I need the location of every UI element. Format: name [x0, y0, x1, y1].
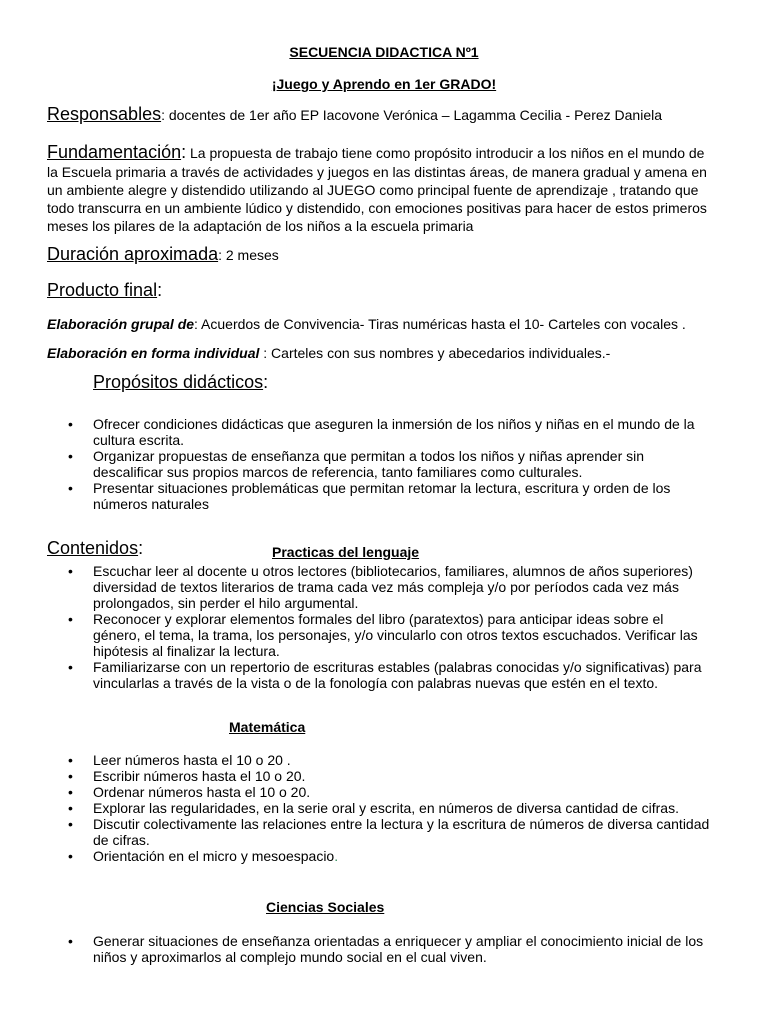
- list-item-text: [93, 848, 727, 864]
- fundamentacion-label: Fundamentación: [47, 142, 182, 162]
- list-item-text: números naturales: [93, 496, 209, 512]
- list-item-text: descalificar sus propios marcos de referencia, tanto familiares como culturales.: [93, 464, 583, 480]
- contenidos-label: Contenidos: [47, 538, 139, 558]
- duracion-text: : 2 meses: [218, 247, 279, 263]
- list-item: [47, 816, 727, 848]
- list-item-text: Discutir colectivamente las relaciones entre la lectura y la escritura de números de diversa cantidad: [93, 816, 710, 832]
- producto-colon: :: [157, 280, 163, 300]
- list-item-text: de cifras.: [93, 832, 150, 848]
- producto-individual-text: : Carteles con sus nombres y abecedarios individuales.-: [259, 345, 611, 361]
- producto-label: Producto final: [47, 280, 158, 300]
- producto-grupal-label: Elaboración grupal de: [47, 316, 195, 332]
- responsables-label: Responsables: [47, 104, 162, 124]
- fundamentacion-line: un ambiente alegre y distendido utilizando al JUEGO como principal fuente de aprendizaje , tratando que: [47, 182, 699, 198]
- producto-grupal-line: [47, 316, 727, 332]
- list-item-text-main: Orientación en el micro y mesoespacio: [93, 848, 335, 864]
- bullet-icon: •: [68, 659, 73, 675]
- sociales-list: [47, 933, 727, 965]
- bullet-icon: •: [68, 816, 73, 832]
- list-item: [47, 563, 727, 611]
- ciencias-sociales-heading: Ciencias Sociales: [266, 899, 385, 915]
- list-item-text: Escuchar leer al docente u otros lectores (bibliotecarios, familiares, alumnos de años superiores): [93, 563, 693, 579]
- list-item-text: Familiarizarse con un repertorio de escrituras estables (palabras conocidas y/o significativas) para: [93, 659, 702, 675]
- practicas-lenguaje-heading: Practicas del lenguaje: [272, 544, 420, 560]
- contenidos-colon: :: [138, 538, 144, 558]
- list-item-text: cultura escrita.: [93, 432, 185, 448]
- bullet-icon: •: [68, 800, 73, 816]
- list-item-text: género, el tema, la trama, los personajes, y/o vincularlo con otros textos escuchados. Verificar las: [93, 627, 698, 643]
- list-item-text: Presentar situaciones problemáticas que permitan retomar la lectura, escritura y orden de los: [93, 480, 671, 496]
- list-item: [47, 800, 727, 816]
- list-item: [47, 611, 727, 659]
- fundamentacion-line: meses los pilares de la adaptación de los niños a la escuela primaria: [47, 218, 474, 234]
- duracion-label: Duración aproximada: [47, 244, 219, 264]
- list-item-text: hipótesis al finalizar la lectura.: [93, 643, 280, 659]
- list-item-text: Ordenar números hasta el 10 o 20.: [93, 784, 311, 800]
- list-item-text: Reconocer y explorar elementos formales del libro (paratextos) para anticipar ideas sobre el: [93, 611, 664, 627]
- list-item: [47, 448, 727, 480]
- producto-individual-line: [47, 345, 727, 361]
- list-item-text: Escribir números hasta el 10 o 20.: [93, 768, 306, 784]
- list-item-text-dot: .: [334, 848, 339, 864]
- fundamentacion-line: todo transcurra en un ambiente lúdico y distendido, con emociones positivas para hacer de estos primeros: [47, 200, 707, 216]
- list-item-text: Generar situaciones de enseñanza orientadas a enriquecer y ampliar el conocimiento inicial de los: [93, 933, 704, 949]
- propositos-list: [47, 416, 727, 512]
- matematica-list: [47, 752, 727, 864]
- list-item: [47, 416, 727, 448]
- bullet-icon: •: [68, 416, 73, 432]
- lenguaje-tail-text: vincularlas a través de la vista o de la fonología con palabras nuevas que estén en el texto.: [93, 675, 659, 691]
- propositos-colon: :: [263, 372, 269, 392]
- list-item: [47, 659, 727, 675]
- list-item-text: prolongados, sin perder el hilo argumental.: [93, 595, 359, 611]
- list-item-text: Ofrecer condiciones didácticas que aseguren la inmersión de los niños y niñas en el mundo de la: [93, 416, 695, 432]
- bullet-icon: •: [68, 448, 73, 464]
- fundamentacion-colon: :: [181, 142, 187, 162]
- document-title: SECUENCIA DIDACTICA Nº1: [289, 44, 479, 60]
- propositos-label: Propósitos didácticos: [93, 372, 264, 392]
- producto-grupal-text: : Acuerdos de Convivencia- Tiras numéricas hasta el 10- Carteles con vocales .: [194, 316, 686, 332]
- list-item-text: Organizar propuestas de enseñanza que permitan a todos los niños y niñas aprender sin: [93, 448, 645, 464]
- bullet-icon: •: [68, 563, 73, 579]
- bullet-icon: •: [68, 480, 73, 496]
- bullet-icon: •: [68, 784, 73, 800]
- list-item-text: niños y aproximarlos al complejo mundo social en el cual viven.: [93, 949, 487, 965]
- list-item: [47, 848, 727, 864]
- responsables-line: [47, 106, 727, 123]
- document-subtitle: ¡Juego y Aprendo en 1er GRADO!: [271, 76, 497, 92]
- list-item: [47, 784, 727, 800]
- list-item: [47, 933, 727, 965]
- fundamentacion-first-line: La propuesta de trabajo tiene como propósito introducir a los niños en el mundo de: [190, 145, 705, 161]
- bullet-icon: •: [68, 611, 73, 627]
- producto-individual-label: Elaboración en forma individual: [47, 345, 260, 361]
- fundamentacion-block: [47, 142, 727, 235]
- bullet-icon: •: [68, 933, 73, 949]
- list-item: [47, 752, 727, 768]
- list-item-text: Leer números hasta el 10 o 20 .: [93, 752, 291, 768]
- producto-heading: [47, 282, 727, 299]
- list-item: [47, 768, 727, 784]
- fundamentacion-line: la Escuela primaria a través de actividades y juegos en las distintas áreas, de manera gradual y amena en: [47, 164, 707, 180]
- bullet-icon: •: [68, 848, 73, 864]
- bullet-icon: •: [68, 768, 73, 784]
- bullet-icon: •: [68, 752, 73, 768]
- responsables-text: : docentes de 1er año EP Iacovone Verónica – Lagamma Cecilia - Perez Daniela: [161, 107, 663, 123]
- list-item-text: Explorar las regularidades, en la serie oral y escrita, en números de diversa cantidad de cifras.: [93, 800, 679, 816]
- duracion-line: [47, 246, 727, 263]
- list-item: [47, 480, 727, 512]
- propositos-heading: [93, 374, 268, 391]
- matematica-heading: Matemática: [229, 719, 306, 735]
- list-item-text: diversidad de textos literarios de trama cada vez más compleja y/o por períodos cada vez más: [93, 579, 679, 595]
- lenguaje-list: [47, 563, 727, 675]
